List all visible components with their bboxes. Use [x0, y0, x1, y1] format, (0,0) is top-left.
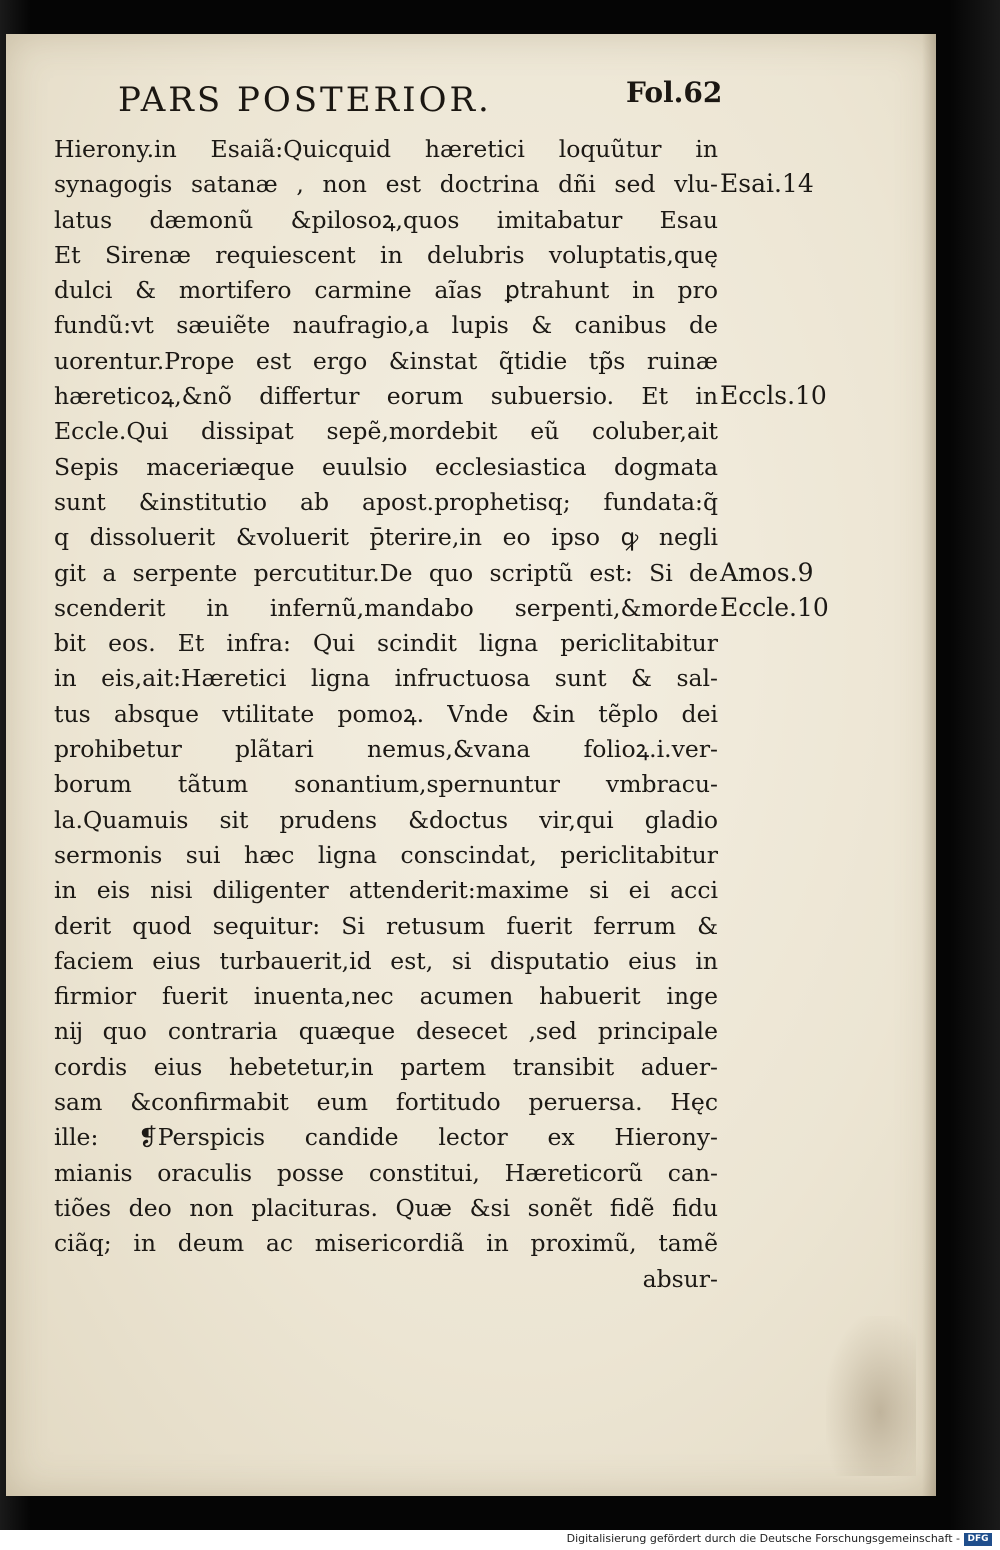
text-line: ciãq; in deum ac misericordiã in proximũ, tamẽ — [54, 1229, 718, 1258]
text-line: ille: ❡Perspicis candide lector ex Hierony- — [54, 1123, 718, 1152]
text-line: synagogis satanæ , non est doctrina dñi sed vlu- — [54, 170, 718, 199]
main-text-block — [54, 132, 718, 1297]
text-line: sermonis sui hæc ligna conscindat, periclitabitur — [54, 840, 718, 869]
text-line: la.Quamuis sit prudens &doctus vir,qui gladio — [54, 805, 718, 834]
text-line: scenderit in infernũ,mandabo serpenti,&morde — [54, 593, 718, 622]
text-line: cordis eius hebetetur,in partem transibit aduer- — [54, 1052, 718, 1081]
text-line: nĳ quo contraria quæque desecet ,sed principale — [54, 1017, 718, 1046]
text-line: derit quod sequitur: Si retusum fuerit ferrum & — [54, 911, 718, 940]
text-line: q dissoluerit &voluerit p̄terire,in eo ipso ꝙ negli — [54, 523, 718, 552]
text-line: prohibetur plãtari nemus,&vana folioꝝ.i.ver- — [54, 735, 718, 764]
text-line: mianis oraculis posse constitui, Hæreticorũ can- — [54, 1158, 718, 1187]
text-line: dulci & mortifero carmine aĩas ꝑtrahunt in pro — [54, 276, 718, 305]
text-line: Sepis maceriæque euulsio ecclesiastica dogmata — [54, 452, 718, 481]
folio-number: Fol.62 — [626, 76, 723, 109]
text-line: faciem eius turbauerit,id est, si disputatio eius in — [54, 946, 718, 975]
book-page — [6, 34, 936, 1496]
text-line: latus dæmonũ &pilosoꝝ,quos imitabatur Esau — [54, 205, 718, 234]
marginal-note: Esai.14 — [720, 169, 814, 199]
text-line: tiões deo non placituras. Quæ &si sonẽt fidẽ fidu — [54, 1193, 718, 1222]
text-line: in eis nisi diligenter attenderit:maxime si ei acci — [54, 876, 718, 905]
text-line: in eis,ait:Hæretici ligna infructuosa sunt & sal- — [54, 664, 718, 693]
text-line: hæreticoꝝ,&nõ differtur eorum subuersio. Et in — [54, 382, 718, 411]
text-line: uorentur.Prope est ergo &instat q̃tidie tp̃s ruinæ — [54, 346, 718, 375]
text-line: tus absque vtilitate pomoꝝ. Vnde &in tẽplo dei — [54, 699, 718, 728]
funding-notice: Digitalisierung gefördert durch die Deutsche Forschungsgemeinschaft - — [566, 1532, 960, 1545]
text-line: borum tãtum sonantium,spernuntur vmbracu- — [54, 770, 718, 799]
paper-stain — [826, 1316, 916, 1476]
text-line: sam &confirmabit eum fortitudo peruersa. Hęc — [54, 1088, 718, 1117]
text-line: Hierony.in Esaiã:Quicquid hæretici loquũtur in — [54, 135, 718, 163]
marginal-note: Eccls.10 — [720, 381, 827, 411]
text-line: sunt &institutio ab apost.prophetisq; fundata:q̃ — [54, 487, 718, 516]
footer-bar — [0, 1530, 1000, 1550]
dfg-logo-icon: DFG — [964, 1533, 992, 1546]
text-line: Et Sirenæ requiescent in delubris voluptatis,quę — [54, 240, 718, 269]
marginal-note: Amos.9 — [720, 557, 814, 587]
text-line: firmior fuerit inuenta,nec acumen habuerit inge — [54, 982, 718, 1011]
running-head: PARS POSTERIOR. — [118, 80, 492, 120]
text-line: git a serpente percutitur.De quo scriptũ est: Si de — [54, 558, 718, 587]
text-line: bit eos. Et infra: Qui scindit ligna periclitabitur — [54, 629, 718, 658]
text-line: fundũ:vt sæuiẽte naufragio,a lupis & canibus de — [54, 311, 718, 340]
page-edge-shadow — [922, 34, 936, 1496]
text-line: Eccle.Qui dissipat sepẽ,mordebit eũ coluber,ait — [54, 417, 718, 446]
text-line: absur- — [642, 1264, 718, 1293]
marginal-note: Eccle.10 — [720, 592, 829, 622]
